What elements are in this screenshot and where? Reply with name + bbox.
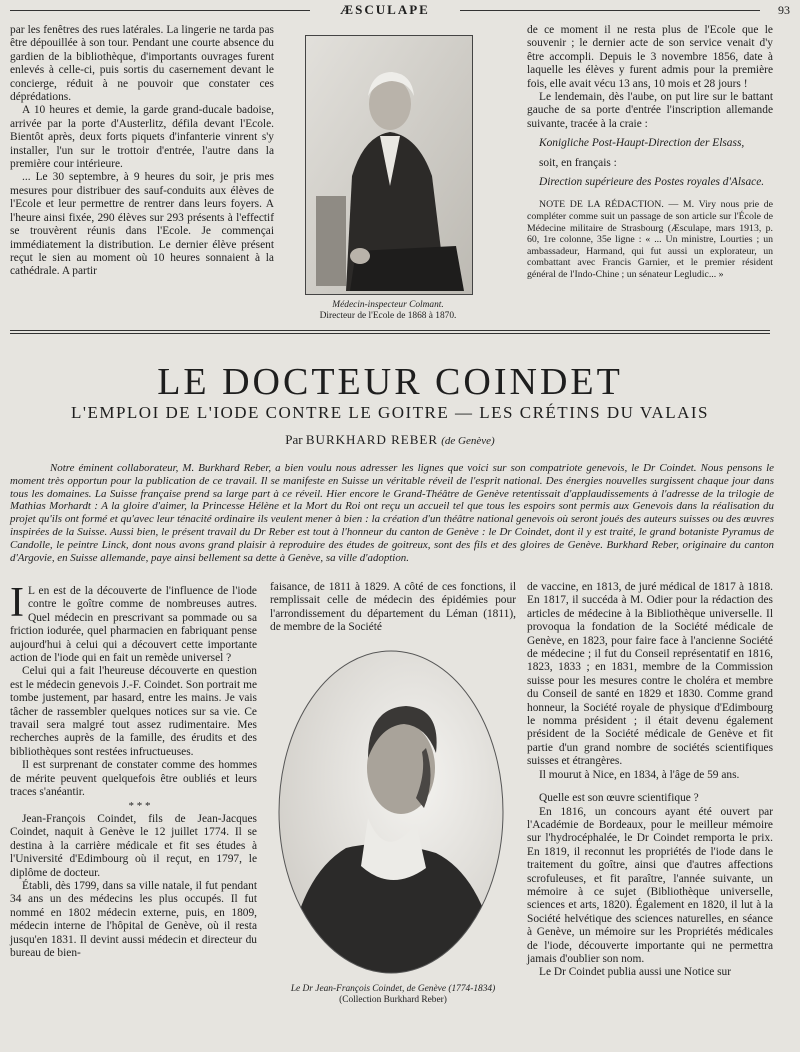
colmant-portrait-photo	[305, 35, 473, 295]
paragraph: ... Le 30 septembre, à 9 heures du soir, je pris mes mesures pour distribuer des sauf-conduits aux élèves de l'Ecole et leur permettre de rentrer dans leurs foyers. A l'heure ainsi fixée, 290 élèves sur 293 présents à l'effectif se trouvèrent réunis dans l'Ecole. Je commençai immédiatement la distribution. Le dernier élève présent reçut le sien au moment où 10 heures sonnaient à la cathédrale. A partir	[10, 171, 274, 278]
colmant-photo-caption	[290, 300, 486, 322]
byline-prefix: Par	[285, 432, 303, 447]
journal-title: ÆSCULAPE	[340, 2, 430, 17]
caption-name: Médecin-inspecteur Colmant.	[332, 300, 444, 310]
paragraph: soit, en français :	[539, 156, 617, 169]
paragraph: Il mourut à Nice, en 1834, à l'âge de 59 ans.	[539, 768, 740, 781]
french-inscription: Direction supérieure des Postes royales d'Alsace.	[539, 176, 765, 189]
article-intro: Notre éminent collaborateur, M. Burkhard Reber, a bien voulu nous adresser les lignes que voici sur son compatriote genevois, le Dr Coindet. Nous pensons le moment très opportun pour la publication de ce travail. Il se manifeste en Suisse un véritable réveil de l'esprit national. Des énergies nouvelles surgissent chaque jour dans tous les domaines. La Suisse française prend sa large part à ce réveil. Hier encore le Grand-Théâtre de Genève retentissait d'applaudissements à l'adresse de la trilogie de Mathias Morhardt : A la gloire d'aimer, la Princesse Hélène et la Mort du Roi ont reçu un accueil tel que tous les espoirs sont permis aux Genevois dans la réalisation du projet qu'ils ont formé et qu'avec leur ténacité ordinaire ils veulent mener à bien : la création d'un théâtre national genevois où seront joués des auteurs suisses ou des œuvres inspirées de la Suisse. Aussi bien, le présent travail du Dr Reber est tout à l'honneur du canton de Genève : le Dr Coindet, dont il y est traité, le grand botaniste Pyramus de Candolle, le peintre Linck, dont nous avons grand plaisir à reproduire des études de goitreux, sont des fils et des gloires de Genève. Burkhard Reber, originaire du canton d'Argovie, en Suisse allemande, paye ainsi bellement sa dette à Genève, sa ville d'adoption.	[10, 462, 774, 564]
body-middle-column	[270, 581, 516, 635]
paragraph: Établi, dès 1799, dans sa ville natale, il fut pendant 34 ans un des médecins les plus occupés. Il fut nommé en 1802 médecin externe, puis, en 1809, médecin interne de l'hôpital de Genève, où il resta jusqu'en 1831. Il devint aussi médecin et directeur du bureau de bien-	[10, 879, 257, 959]
caption-source: (Collection Burkhard Reber)	[339, 995, 447, 1005]
paragraph	[10, 580, 257, 665]
paragraph: A 10 heures et demie, la garde grand-ducale badoise, arrivée par la porte d'Austerlitz, défila devant l'Ecole. Bientôt après, deux forts piquets d'infanterie vinrent s'y installer, l'un sur le trottoir d'entrée, l'autre dans la première cour intérieure.	[10, 104, 274, 171]
german-inscription: Konigliche Post-Haupt-Direction der Elsass,	[539, 137, 745, 150]
author-name: BURKHARD REBER	[305, 432, 438, 447]
editor-note: NOTE DE LA RÉDACTION. — M. Viry nous prie de compléter comme suit un passage de son article sur l'École de Médecine militaire de Strasbourg (Æsculape, mars 1913, p. 60, 1re colonne, 35e ligne : « ... Un ministre, Lourties ; un ambassadeur, Harmand, qui fut aussi un explorateur, un combattant avec Francis Garnier, et le premier résident général de l'Indo-Chine ; un sénateur Legludic... »	[527, 199, 773, 281]
byline	[10, 432, 770, 448]
paragraph: Quelle est son œuvre scientifique ?	[539, 792, 699, 805]
page-number: 93	[778, 3, 790, 17]
article-subtitle: L'EMPLOI DE L'IODE CONTRE LE GOITRE — LES CRÉTINS DU VALAIS	[71, 403, 709, 422]
top-left-column	[10, 24, 274, 279]
author-place: (de Genève)	[441, 435, 495, 447]
paragraph: faisance, de 1811 à 1829. A côté de ces fonctions, il remplissait celle de médecin des épidémies pour l'arrondissement du département du Léman (1811), de membre de la Société	[270, 581, 516, 634]
top-right-column	[527, 24, 773, 281]
coindet-portrait-caption	[270, 984, 516, 1006]
paragraph: Le lendemain, dès l'aube, on put lire sur le battant gauche de sa porte d'entrée l'inscription allemande suivante, tracée à la craie :	[527, 91, 773, 130]
paragraph: par les fenêtres des rues latérales. La lingerie ne tarda pas être dépouillée à son tour. Pendant une courte absence du gardien de la bibliothèque, d'importants ouvrages furent enlevés à celle-ci, puis sortis du casernement devant le concierge, réduit à ne pouvoir que constater ces déprédations.	[10, 24, 274, 104]
paragraph: Jean-François Coindet, fils de Jean-Jacques Coindet, naquit à Genève le 12 juillet 1774. Il se destina à la carrière médicale et fit ses études à l'Université d'Edimbourg où il reçut, en 1797, le diplôme de docteur.	[10, 812, 257, 879]
section-divider	[10, 330, 770, 331]
paragraph: Le Dr Coindet publia aussi une Notice sur	[539, 966, 732, 979]
section-divider	[10, 333, 770, 334]
header-rule-right	[460, 10, 760, 11]
coindet-portrait	[276, 648, 506, 976]
caption-name: Le Dr Jean-François Coindet, de Genève (1774-1834)	[290, 984, 496, 994]
body-left-column	[10, 580, 257, 960]
running-header	[10, 2, 790, 20]
paragraph: Il est surprenant de constater comme des hommes de mérite peuvent quelquefois être oubliés et leurs traces s'anéantir.	[10, 759, 257, 799]
paragraph-text: L en est de la découverte de l'influence de l'iode contre le goître comme de nombreuses autres. Quel médecin en prescrivant sa pommade ou sa friction iodurée, quel pharmacien en fabriquant pense aujourd'hui à celui qui a découvert cette importante action de l'iode qui en fait un remède universel ?	[10, 585, 257, 665]
paragraph: de vaccine, en 1813, de juré médical de 1817 à 1818. En 1817, il succéda à M. Odier pour la rédaction des articles de médecine à la Bibliothèque universelle. Il provoqua la fondation de la Société médicale de Genève, en 1823, pour faire face à l'ancienne Société de médecine ; il fut du Conseil représentatif en 1816, 1823, 1833 ; en 1831, membre de la Commission suisse pour les mesures contre le choléra et membre du Conseil de santé en 1829 et 1830. Comme grand honneur, la Société royale de physique d'Edimbourg le nomma président ; il était devenu également président de la Société médicale de Genève et fit partie d'un grand nombre de sociétés scientifiques suisses et étrangères.	[527, 581, 773, 768]
seated-man-illustration	[306, 36, 472, 294]
article-title: LE DOCTEUR COINDET	[157, 361, 623, 403]
paragraph: de ce moment il ne resta plus de l'Ecole que le souvenir ; le dernier acte de son service venait d'y être accompli. Depuis le 3 novembre 1856, date à laquelle les élèves y furent admis pour la première fois, elle avait vécu 13 ans, 10 mois et 28 jours !	[527, 24, 773, 90]
oval-portrait-illustration	[276, 648, 506, 976]
paragraph: Celui qui a fait l'heureuse découverte en question est le médecin genevois J.-F. Coindet. Son portrait me tombe justement, par hasard, entre les mains. Je vais tâcher de rassembler quelques notices sur sa vie. Ce travail sera malgré tout assez rudimentaire. Mes recherches auprès de la famille, des érudits et des bibliothèques sont restées infructueuses.	[10, 665, 257, 758]
header-rule-left	[10, 10, 310, 11]
caption-role: Directeur de l'Ecole de 1868 à 1870.	[319, 311, 457, 321]
paragraph: En 1816, un concours ayant été ouvert par l'Académie de Bordeaux, pour le meilleur mémoire sur l'hydrocéphalée, le Dr Coindet remporta le prix. En 1819, il reconnut les propriétés de l'iode dans le traitement du goître, ainsi que d'autres affections scrofuleuses, et fit paraître, l'année suivante, un mémoire à ce sujet (Bibliothèque universelle, sciences et arts, 1820). Également en 1820, il lut à la Société helvétique des sciences naturelles, en séance à Genève, un mémoire sur les Propriétés médicales de l'iode, découverte importante qui ne permettra jamais d'oublier son nom.	[527, 805, 773, 965]
drop-cap: I	[10, 580, 24, 626]
body-right-column	[527, 581, 773, 980]
section-break-stars: * * *	[128, 799, 151, 812]
